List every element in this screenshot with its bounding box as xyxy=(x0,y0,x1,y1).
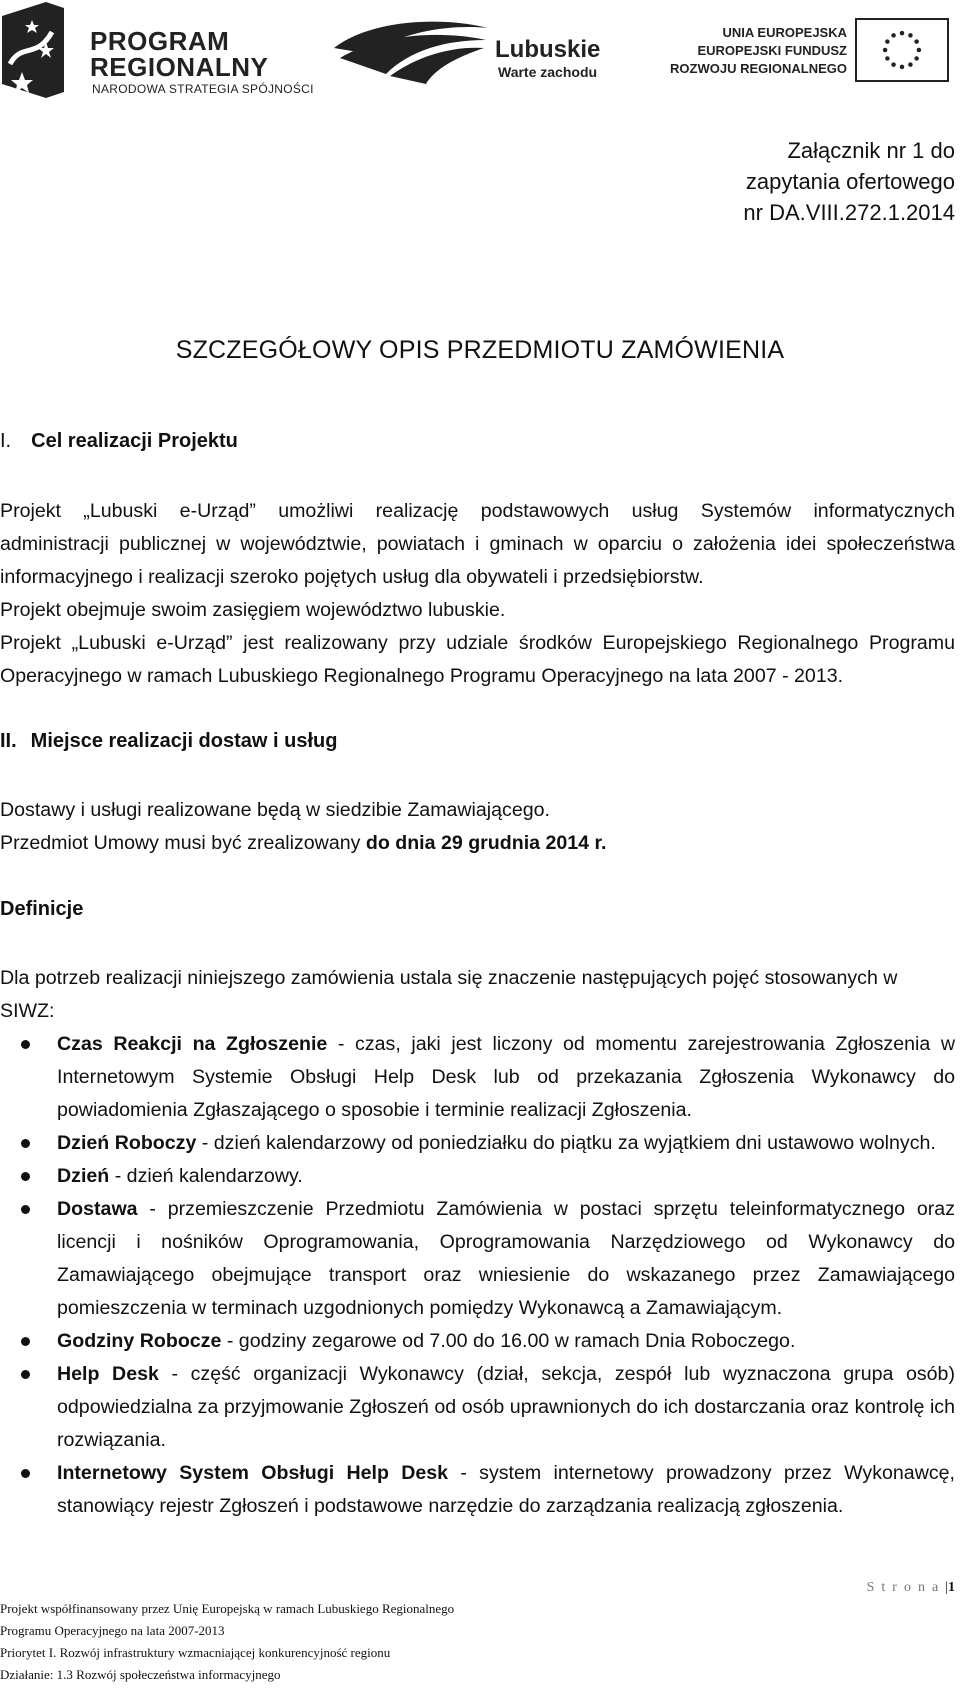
attachment-line3: nr DA.VIII.272.1.2014 xyxy=(743,200,955,225)
definition-term: Godziny Robocze xyxy=(57,1330,222,1352)
lubuskie-tagline: Warte zachodu xyxy=(498,64,598,80)
section2-title: Miejsce realizacji dostaw i usług xyxy=(30,730,338,752)
definition-item xyxy=(0,1028,955,1127)
section2-deadline: do dnia 29 grudnia 2014 r. xyxy=(365,832,607,854)
program-logo-line1: PROGRAM xyxy=(90,26,230,56)
definition-text: - przemieszczenie Przedmiotu Zamówienia w postaci sprzętu teleinformatycznego oraz licencji i nośników Oprogramowania, Oprogramowania Narzędziowego od Wykonawcy do Zamawiającego obejmujące transport oraz wniesienie do wskazanego przez Zamawiającego pomieszczenia w terminach uzgodnionych pomiędzy Wykonawcą a Zamawiającym. xyxy=(57,1198,955,1319)
definition-item xyxy=(0,1160,955,1193)
definitions-heading: Definicje xyxy=(0,898,84,920)
section2-line1: Dostawy i usługi realizowane będą w siedzibie Zamawiającego. xyxy=(0,799,550,821)
program-regionalny-emblem-icon xyxy=(2,2,66,98)
page-number xyxy=(867,1580,955,1596)
section1-line: Projekt „Lubuski e-Urząd” umożliwi realizację podstawowych usług Systemów informatycznych xyxy=(0,500,955,522)
bullet-icon xyxy=(21,1040,30,1049)
definition-text: - dzień kalendarzowy. xyxy=(109,1165,303,1187)
bullet-icon xyxy=(21,1205,30,1214)
definition-term: Dostawa xyxy=(57,1198,138,1220)
lubuskie-wing-icon xyxy=(330,14,490,86)
bullet-icon xyxy=(21,1370,30,1379)
eu-logo-line2: EUROPEJSKI FUNDUSZ xyxy=(697,43,847,58)
footer-line: Priorytet I. Rozwój infrastruktury wzmacniającej konkurencyjność regionu xyxy=(0,1645,391,1660)
definition-text: - godziny zegarowe od 7.00 do 16.00 w ramach Dnia Roboczego. xyxy=(221,1330,796,1352)
attachment-reference xyxy=(743,135,955,228)
section1-title: Cel realizacji Projektu xyxy=(31,430,238,452)
definition-item xyxy=(0,1127,955,1160)
section2-line2-prefix: Przedmiot Umowy musi być zrealizowany xyxy=(0,832,366,854)
page-number-value: 1 xyxy=(948,1580,955,1595)
definition-text: - system internetowy prowadzony przez Wykonawcę, stanowiący rejestr Zgłoszeń i podstawowe narzędzie do zarządzania realizacją zgłoszenia. xyxy=(57,1462,955,1517)
lubuskie-logo xyxy=(330,14,610,86)
definition-term: Help Desk xyxy=(57,1363,159,1385)
section1-body xyxy=(0,495,955,693)
bullet-icon xyxy=(21,1469,30,1478)
definition-item xyxy=(0,1457,955,1523)
section1-line: administracji publicznej w województwie, powiatach i gminach w oparciu o założenia idei społeczeństwa xyxy=(0,533,955,555)
footer-line: Działanie: 1.3 Rozwój społeczeństwa informacyjnego xyxy=(0,1667,281,1682)
definition-item xyxy=(0,1358,955,1457)
definitions-list xyxy=(0,1028,955,1523)
section2-number: II. xyxy=(0,730,17,752)
definition-term: Czas Reakcji na Zgłoszenie xyxy=(57,1033,328,1055)
definition-item xyxy=(0,1325,955,1358)
footer-line: Programu Operacyjnego na lata 2007-2013 xyxy=(0,1623,225,1638)
section1-line: Projekt obejmuje swoim zasięgiem województwo lubuskie. xyxy=(0,599,506,621)
section2-line2 xyxy=(0,827,955,860)
attachment-line1: Załącznik nr 1 do xyxy=(787,138,955,163)
definition-item xyxy=(0,1193,955,1325)
program-regionalny-logo xyxy=(2,2,312,100)
definition-text: - dzień kalendarzowy od poniedziałku do piątku za wyjątkiem dni ustawowo wolnych. xyxy=(196,1132,936,1154)
page-number-separator: | xyxy=(945,1580,948,1595)
section2-heading xyxy=(0,730,337,753)
bullet-icon xyxy=(21,1139,30,1148)
definition-term: Internetowy System Obsługi Help Desk xyxy=(57,1462,449,1484)
eu-flag-icon xyxy=(855,18,949,82)
eu-logo-line1: UNIA EUROPEJSKA xyxy=(722,25,847,40)
attachment-line2: zapytania ofertowego xyxy=(745,169,955,194)
footer xyxy=(0,1598,454,1686)
document-title: SZCZEGÓŁOWY OPIS PRZEDMIOTU ZAMÓWIENIA xyxy=(175,336,785,364)
definitions-intro: Dla potrzeb realizacji niniejszego zamówienia ustala się znaczenie następujących pojęć stosowanych w SIWZ: xyxy=(0,967,898,1022)
definition-text: - część organizacji Wykonawcy (dział, sekcja, zespół lub wyznaczona grupa osób) odpowiedzialna za przyjmowanie Zgłoszeń od osób uprawnionych do ich dostarczania oraz kontrolę ich rozwiązania. xyxy=(57,1363,955,1451)
footer-line: Projekt współfinansowany przez Unię Europejską w ramach Lubuskiego Regionalnego xyxy=(0,1601,455,1616)
section2-body xyxy=(0,794,955,860)
eu-logo-line3: ROZWOJU REGIONALNEGO xyxy=(670,61,847,76)
definition-term: Dzień xyxy=(57,1165,110,1187)
section1-number: I. xyxy=(0,430,12,452)
bullet-icon xyxy=(21,1337,30,1346)
section1-line: Projekt „Lubuski e-Urząd” jest realizowany przy udziale środków Europejskiego Regionalnego Programu xyxy=(0,632,955,654)
definition-term: Dzień Roboczy xyxy=(57,1132,197,1154)
eu-logo xyxy=(665,18,955,88)
definition-text: - czas, jaki jest liczony od momentu zarejestrowania Zgłoszenia w Internetowym Systemie Obsługi Help Desk lub od przekazania Zgłoszenia Wykonawcy do powiadomienia Zgłaszającego o sposobie i terminie realizacji Zgłoszenia. xyxy=(57,1033,955,1121)
bullet-icon xyxy=(21,1172,30,1181)
page-number-label: Strona xyxy=(866,1580,946,1595)
section1-heading xyxy=(0,430,238,453)
program-logo-line3: NARODOWA STRATEGIA SPÓJNOŚCI xyxy=(92,82,314,96)
lubuskie-name: Lubuskie xyxy=(495,36,601,63)
program-logo-line2: REGIONALNY xyxy=(90,52,269,82)
eu-logo-text xyxy=(665,24,847,78)
section1-line: Operacyjnego w ramach Lubuskiego Regionalnego Programu Operacyjnego na lata 2007 - 2013. xyxy=(0,665,844,687)
section1-line: informacyjnego i realizacji szeroko pojętych usług dla obywateli i przedsiębiorstw. xyxy=(0,566,704,588)
